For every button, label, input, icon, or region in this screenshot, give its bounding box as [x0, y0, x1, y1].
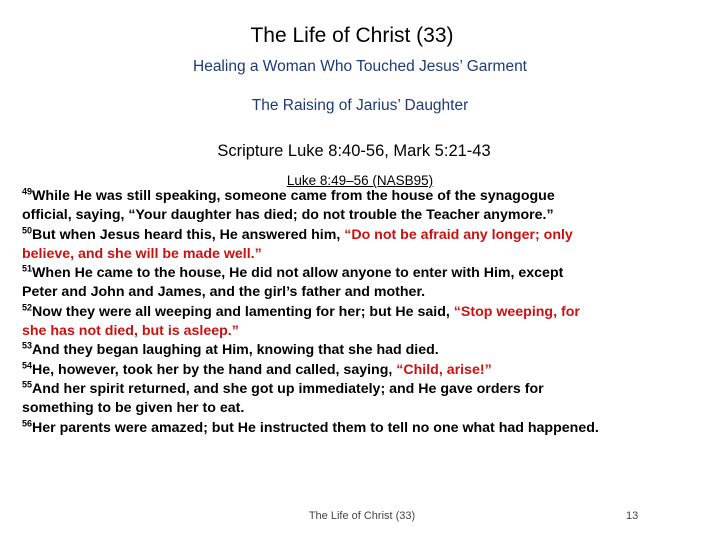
- verse-text: something to be given her to eat.: [22, 400, 245, 417]
- verse-54-line-1: [22, 361, 712, 380]
- verse-49-line-2: [22, 206, 712, 225]
- verse-56-line-1: [22, 419, 712, 438]
- verse-text: official, saying, “Your daughter has died; do not trouble the Teacher anymore.”: [22, 207, 554, 224]
- verse-49-line-1: [22, 187, 712, 206]
- verse-text: When He came to the house, He did not allow anyone to enter with Him, except: [32, 265, 564, 282]
- verse-number: 49: [22, 186, 33, 197]
- verse-number: 52: [22, 302, 33, 313]
- verse-text: Now they were all weeping and lamenting for her; but He said,: [32, 303, 454, 320]
- verse-number: 53: [22, 340, 33, 351]
- verse-55-line-1: [22, 380, 712, 399]
- verse-block: [22, 187, 712, 438]
- verse-51-line-1: [22, 264, 712, 283]
- verse-text: But when Jesus heard this, He answered him,: [32, 226, 345, 243]
- verse-text: While He was still speaking, someone came from the house of the synagogue: [32, 188, 555, 204]
- verse-50-line-2: [22, 245, 712, 264]
- jesus-words: believe, and she will be made well.”: [22, 245, 262, 262]
- jesus-words: she has not died, but is asleep.”: [22, 323, 239, 340]
- slide-subtitle: Healing a Woman Who Touched Jesus’ Garment: [193, 58, 527, 75]
- page-number: 13: [626, 510, 639, 522]
- verse-number: 54: [22, 359, 33, 370]
- jesus-words: “Do not be afraid any longer; only: [344, 226, 573, 243]
- passage-reference: Luke 8:49–56 (NASB95): [286, 173, 434, 188]
- verse-number: 50: [22, 224, 33, 235]
- verse-text: Peter and John and James, and the girl’s father and mother.: [22, 284, 426, 301]
- jesus-words: “Stop weeping, for: [453, 303, 580, 320]
- scripture-reference: Scripture Luke 8:40-56, Mark 5:21-43: [217, 142, 491, 160]
- verse-text: And they began laughing at Him, knowing that she had died.: [32, 342, 439, 359]
- verse-number: 55: [22, 379, 33, 390]
- verse-52-line-2: [22, 322, 712, 341]
- verse-number: 56: [22, 417, 33, 428]
- verse-50-line-1: [22, 226, 712, 245]
- jesus-words: “Child, arise!”: [396, 361, 492, 378]
- verse-52-line-1: [22, 303, 712, 322]
- verse-text: And her spirit returned, and she got up immediately; and He gave orders for: [32, 380, 544, 397]
- footer-title: The Life of Christ (33): [308, 510, 416, 522]
- verse-51-line-2: [22, 283, 712, 302]
- slide-title: The Life of Christ (33): [250, 24, 454, 47]
- verse-53-line-1: [22, 341, 712, 360]
- section-heading: The Raising of Jarius’ Daughter: [251, 97, 469, 114]
- verse-text: He, however, took her by the hand and called, saying,: [32, 361, 397, 378]
- verse-55-line-2: [22, 399, 712, 418]
- verse-text: Her parents were amazed; but He instructed them to tell no one what had happened.: [32, 419, 599, 436]
- verse-number: 51: [22, 263, 33, 274]
